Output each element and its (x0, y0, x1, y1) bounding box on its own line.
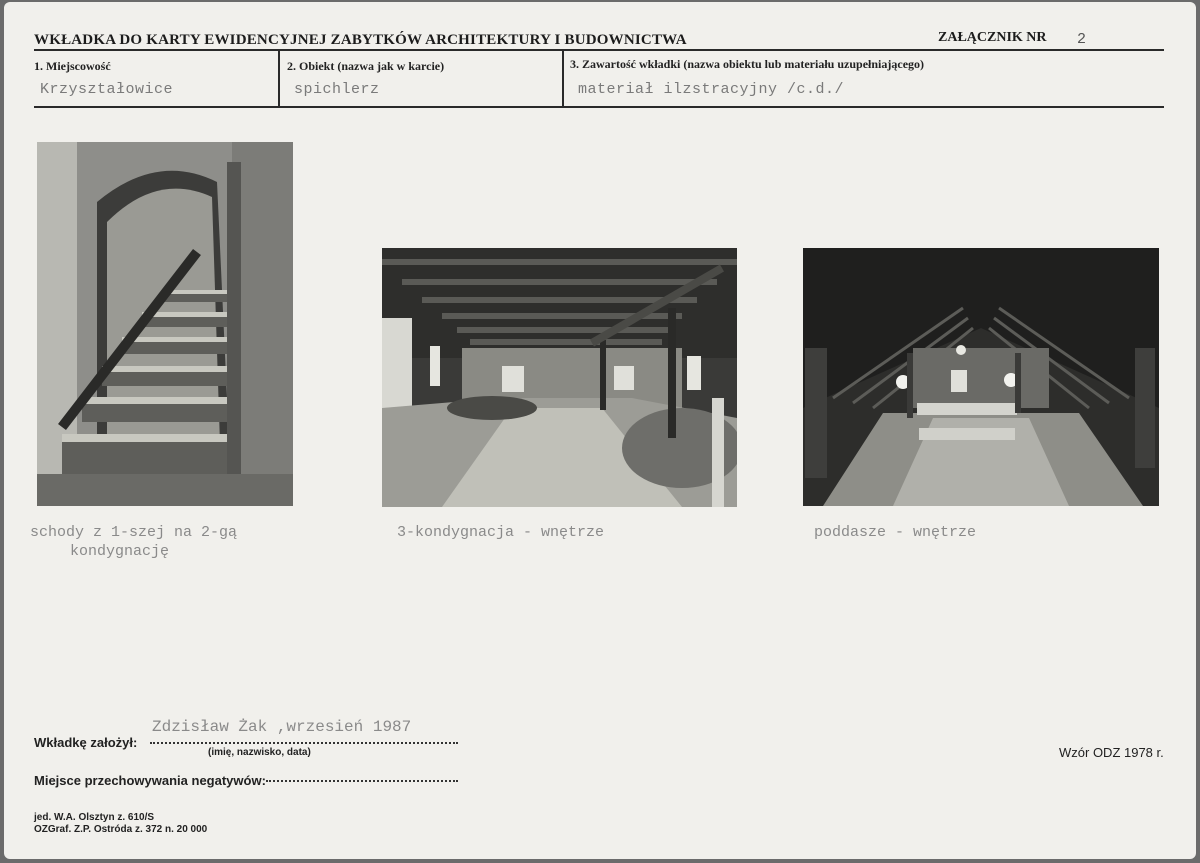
form-title: WKŁADKA DO KARTY EWIDENCYJNEJ ZABYTKÓW ARCHITEKTURY I BUDOWNICTWA (34, 32, 687, 48)
created-by-label: Wkładkę założył: (34, 735, 138, 750)
fields-rule (34, 106, 1164, 108)
print-line-2: OZGraf. Z.P. Ostróda z. 372 n. 20 000 (34, 824, 208, 835)
created-by-hint: (imię, nazwisko, data) (208, 747, 311, 758)
annex-number: 2 (1077, 31, 1087, 48)
negatives-line (266, 780, 458, 782)
object-value: spichlerz (294, 81, 380, 98)
negatives-label: Miejsce przechowywania negatywów: (34, 773, 266, 788)
content-label: 3. Zawartość wkładki (nazwa obiektu lub materiału uzupełniającego) (570, 57, 925, 71)
locality-label: 1. Miejscowość (34, 59, 111, 73)
template-note: Wzór ODZ 1978 r. (1059, 745, 1164, 760)
print-line-1: jed. W.A. Olsztyn z. 610/S (34, 812, 155, 823)
caption-staircase-line2: kondygnację (70, 543, 170, 560)
header-rule (34, 49, 1164, 51)
photo-third-floor (382, 248, 737, 507)
record-card (4, 2, 1196, 859)
created-by-line (150, 742, 458, 744)
locality-value: Krzyształowice (40, 81, 174, 98)
caption-attic: poddasze - wnętrze (814, 524, 977, 541)
field-divider-1 (278, 51, 280, 108)
caption-third-floor: 3-kondygnacja - wnętrze (397, 524, 605, 541)
caption-staircase-line1: schody z 1-szej na 2-gą (30, 524, 238, 541)
content-value: materiał ilzstracyjny /c.d./ (578, 81, 845, 98)
annex-label: ZAŁĄCZNIK NR (938, 30, 1047, 45)
object-label: 2. Obiekt (nazwa jak w karcie) (287, 59, 445, 73)
created-by-value: Zdzisław Żak ,wrzesień 1987 (152, 718, 412, 736)
photo-attic (803, 248, 1159, 506)
field-divider-2 (562, 51, 564, 108)
photo-staircase (37, 142, 293, 506)
